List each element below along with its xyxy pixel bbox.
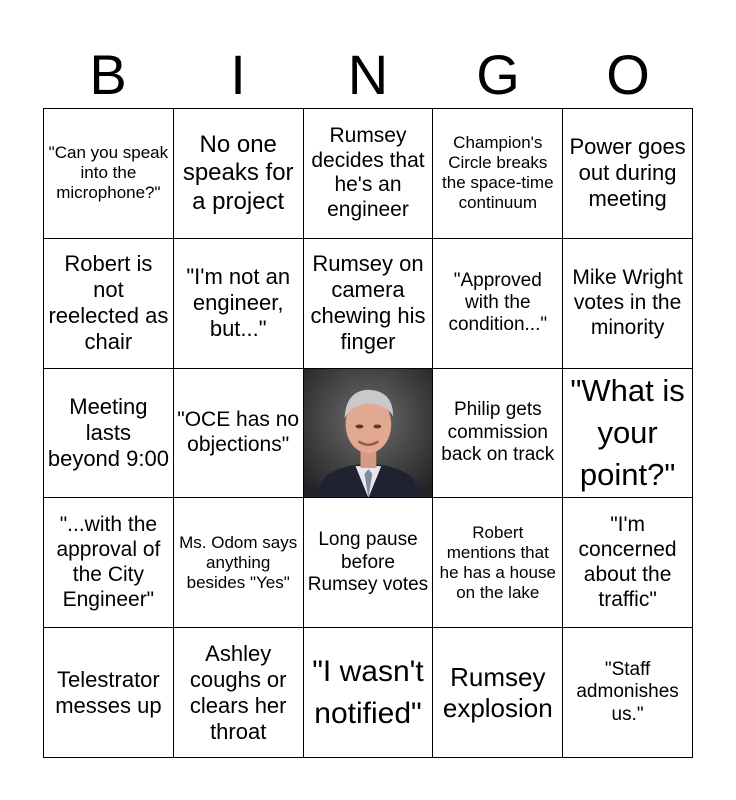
bingo-cell[interactable]: Power goes out during meeting — [563, 109, 693, 239]
bingo-cell[interactable]: "Can you speak into the microphone?" — [44, 109, 174, 239]
bingo-cell[interactable]: "I wasn't notified" — [304, 628, 434, 758]
bingo-cell[interactable]: "OCE has no objections" — [174, 369, 304, 499]
header-letter-o: O — [606, 43, 650, 106]
bingo-cell[interactable]: Rumsey explosion — [433, 628, 563, 758]
bingo-cell[interactable]: Champion's Circle breaks the space-time continuum — [433, 109, 563, 239]
bingo-cell[interactable]: Rumsey decides that he's an engineer — [304, 109, 434, 239]
bingo-cell[interactable]: Rumsey on camera chewing his finger — [304, 239, 434, 369]
bingo-cell[interactable]: "I'm not an engineer, but..." — [174, 239, 304, 369]
bingo-cell[interactable]: "Staff admonishes us." — [563, 628, 693, 758]
header-letter-n: N — [347, 43, 389, 106]
bingo-cell[interactable]: "Approved with the condition..." — [433, 239, 563, 369]
bingo-cell[interactable]: Mike Wright votes in the minority — [563, 239, 693, 369]
bingo-cell[interactable]: Ashley coughs or clears her throat — [174, 628, 304, 758]
bingo-card — [43, 108, 693, 758]
bingo-cell[interactable]: Telestrator messes up — [44, 628, 174, 758]
bingo-cell[interactable]: "What is your point?" — [563, 369, 693, 499]
bingo-cell[interactable]: Robert mentions that he has a house on the lake — [433, 498, 563, 628]
bingo-cell[interactable]: "...with the approval of the City Engineer" — [44, 498, 174, 628]
bingo-cell[interactable]: Meeting lasts beyond 9:00 — [44, 369, 174, 499]
bingo-cell[interactable]: No one speaks for a project — [174, 109, 304, 239]
bingo-cell[interactable]: Ms. Odom says anything besides "Yes" — [174, 498, 304, 628]
bingo-cell[interactable]: "I'm concerned about the traffic" — [563, 498, 693, 628]
portrait-image — [304, 369, 433, 498]
header-letter-g: G — [476, 43, 520, 106]
header-letter-i: I — [230, 43, 246, 106]
header-letter-b: B — [89, 43, 127, 106]
bingo-header — [43, 42, 693, 108]
bingo-cell[interactable]: Long pause before Rumsey votes — [304, 498, 434, 628]
bingo-cell[interactable]: Robert is not reelected as chair — [44, 239, 174, 369]
free-space-portrait[interactable] — [304, 369, 434, 499]
bingo-cell[interactable]: Philip gets commission back on track — [433, 369, 563, 499]
